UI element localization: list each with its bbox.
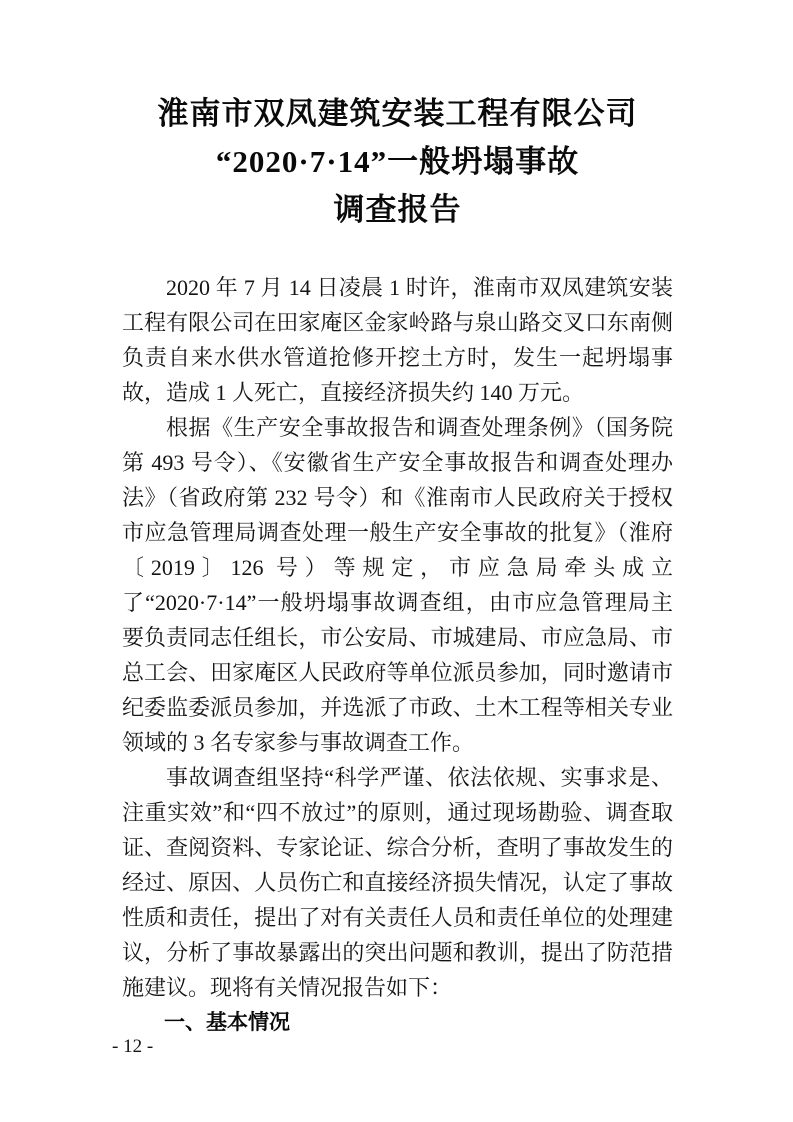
title-line-report: 调查报告: [333, 192, 462, 227]
document-title: [122, 90, 673, 234]
paragraph-legal-basis: 根据《生产安全事故报告和调查处理条例》（国务院第 493 号令）、《安徽省生产安全事故报告和调查处理办法》（省政府第 232 号令）和《淮南市人民政府关于授权市应急管理局调查处理一般生产安全事故的批复》（淮府〔2019〕126 号）等规定，市应急局牵头成立了“2020·7·14”一般坍塌事故调查组，由市应急管理局主要负责同志任组长，市公安局、市城建局、市应急局、市总工会、田家庵区人民政府等单位派员参加，同时邀请市纪委监委派员参加，并选派了市政、土木工程等相关专业领域的 3 名专家参与事故调查工作。: [122, 415, 673, 755]
title-line-incident: “2020·7·14”一般坍塌事故: [215, 144, 580, 179]
title-line-company: 淮南市双凤建筑安装工程有限公司: [157, 96, 638, 131]
paragraph-incident-summary: 2020 年 7 月 14 日凌晨 1 时许，淮南市双凤建筑安装工程有限公司在田家庵区金家岭路与泉山路交叉口东南侧负责自来水供水管道抢修开挖土方时，发生一起坍塌事故，造成 1 人死亡，直接经济损失约 140 万元。: [122, 275, 673, 405]
section-heading-basic-info: 一、基本情况: [164, 1011, 290, 1034]
document-content: [122, 90, 673, 1040]
document-body: [122, 270, 673, 1040]
paragraph-investigation-principles: 事故调查组坚持“科学严谨、依法依规、实事求是、注重实效”和“四不放过”的原则，通过现场勘验、调查取证、查阅资料、专家论证、综合分析，查明了事故发生的经过、原因、人员伤亡和直接经济损失情况，认定了事故性质和责任，提出了对有关责任人员和责任单位的处理建议，分析了事故暴露出的突出问题和教训，提出了防范措施建议。现将有关情况报告如下：: [122, 765, 673, 1000]
page-number: - 12 -: [112, 1036, 154, 1057]
